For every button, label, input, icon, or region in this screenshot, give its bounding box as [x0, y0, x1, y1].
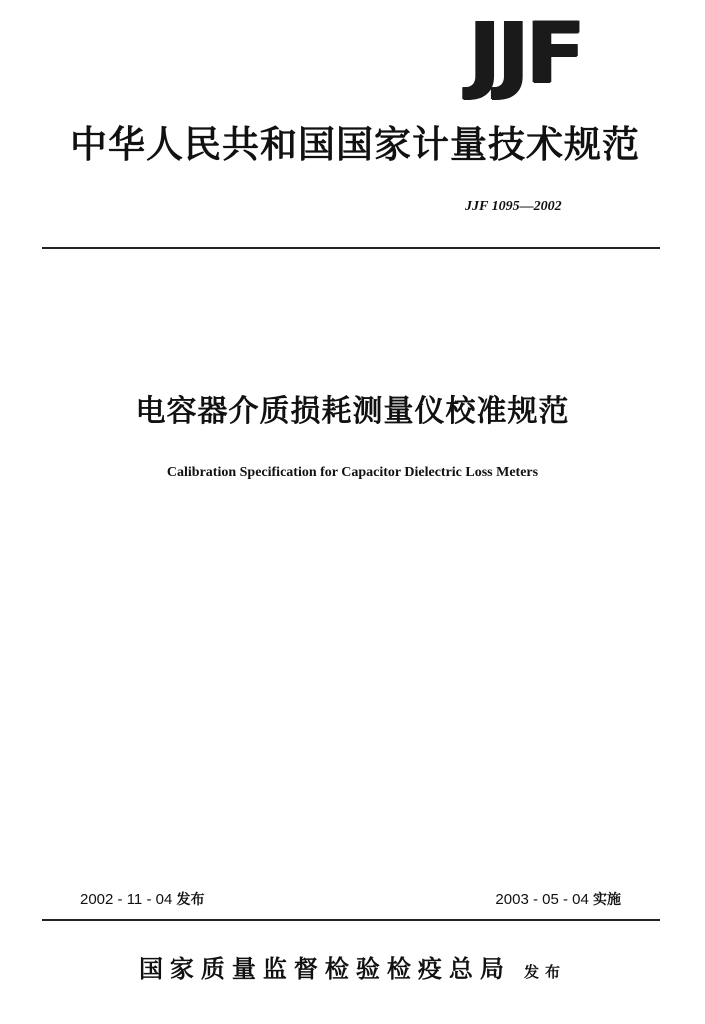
document-title-en: Calibration Specification for Capacitor Dielectric Loss Meters: [166, 465, 539, 480]
top-divider: [42, 247, 660, 249]
document-title-cn: 电容器介质损耗测量仪校准规范: [135, 394, 570, 429]
effective-date-line: [495, 890, 621, 910]
issue-date-line: [80, 890, 204, 910]
issue-date: 2002 - 11 - 04: [80, 891, 173, 908]
series-title: 中华人民共和国国家计量技术规范: [70, 123, 640, 166]
publisher-action: 发布: [524, 963, 567, 981]
standard-code: JJF 1095—2002: [465, 199, 562, 214]
logo-text: JJF: [468, 4, 582, 102]
publisher-line: [40, 952, 665, 989]
bottom-divider: [42, 919, 660, 921]
jjf-logo: [425, 4, 625, 102]
effective-date: 2003 - 05 - 04: [495, 891, 589, 908]
effective-label: 实施: [593, 892, 621, 908]
issue-label: 发布: [176, 892, 205, 908]
publisher-name: 国家质量监督检验检疫总局: [138, 954, 511, 983]
